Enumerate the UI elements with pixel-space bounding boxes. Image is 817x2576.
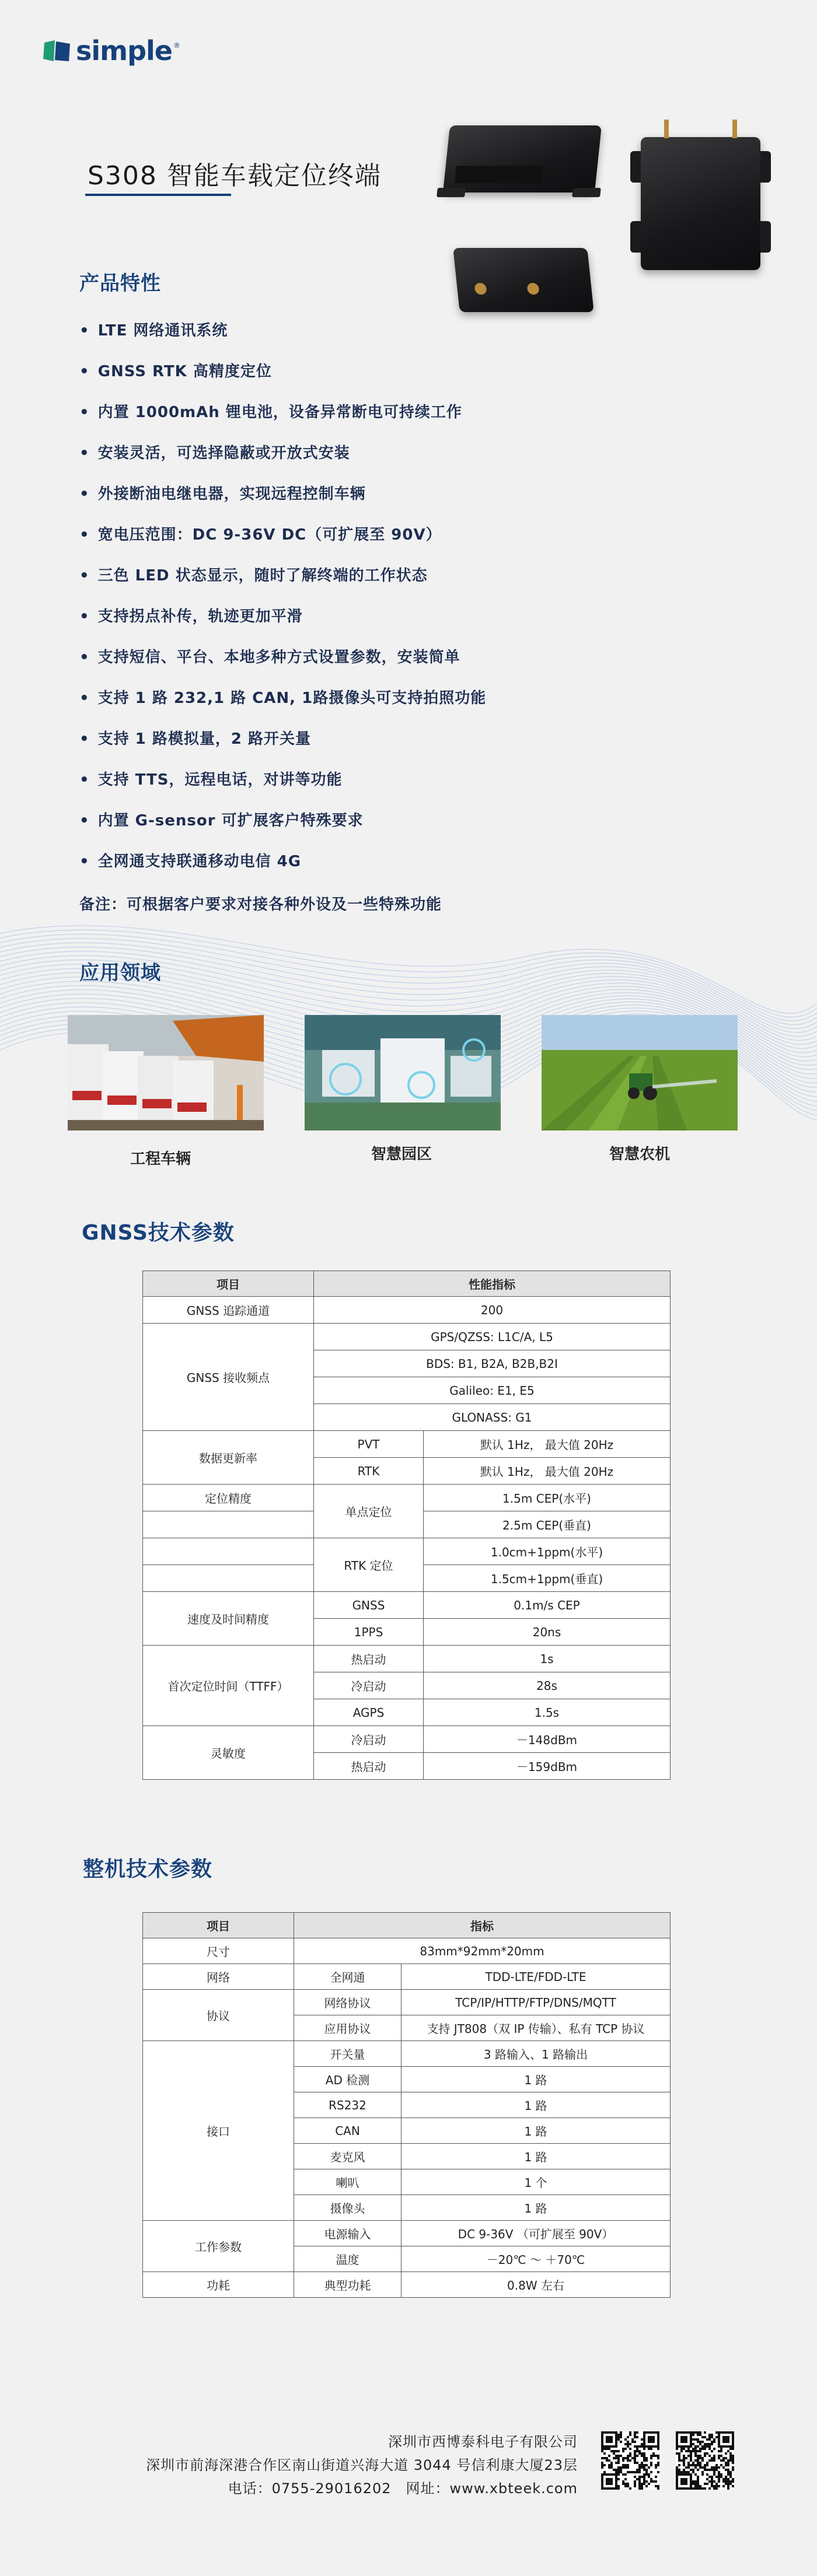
feature-item: • 三色 LED 状态显示，随时了解终端的工作状态	[79, 564, 486, 604]
feature-item: • 支持 TTS，远程电话，对讲等功能	[79, 768, 486, 808]
table-cell: 1 路	[401, 2092, 671, 2118]
table-cell: 1 个	[401, 2169, 671, 2195]
table-cell: 网络	[143, 1964, 294, 1990]
feature-list	[79, 318, 486, 890]
table-cell: 功耗	[143, 2272, 294, 2298]
footer-address: 深圳市前海深港合作区南山街道兴海大道 3044 号信利康大厦23层	[146, 2457, 578, 2473]
machine-spec-table	[142, 1912, 671, 2298]
table-header: 项目	[143, 1913, 294, 1938]
table-cell: 首次定位时间（TTFF）	[143, 1646, 314, 1726]
table-cell: GLONASS: G1	[314, 1404, 671, 1431]
machine-title: 整机技术参数	[83, 1857, 213, 1881]
table-cell: 冷启动	[314, 1726, 424, 1753]
table-cell: 热启动	[314, 1646, 424, 1672]
table-cell: 28s	[424, 1672, 671, 1699]
brand-logo	[42, 36, 180, 65]
table-cell: RTK 定位	[314, 1538, 424, 1592]
table-cell: 默认 1Hz， 最大值 20Hz	[424, 1458, 671, 1485]
brand-name: simple	[76, 35, 172, 66]
feature-item: • 支持拐点补传，轨迹更加平滑	[79, 604, 486, 645]
table-cell: 1.5m CEP(水平)	[424, 1485, 671, 1511]
table-cell: 应用协议	[294, 2015, 401, 2041]
table-cell-empty	[143, 1511, 314, 1538]
table-cell: 0.1m/s CEP	[424, 1592, 671, 1619]
table-cell: 摄像头	[294, 2195, 401, 2221]
table-cell: －148dBm	[424, 1726, 671, 1753]
table-cell: 1s	[424, 1646, 671, 1672]
table-cell: 单点定位	[314, 1485, 424, 1538]
table-cell: 冷启动	[314, 1672, 424, 1699]
table-cell: 协议	[143, 1990, 294, 2041]
feature-item: • GNSS RTK 高精度定位	[79, 359, 486, 400]
table-cell: 20ns	[424, 1619, 671, 1646]
table-cell: GPS/QZSS: L1C/A, L5	[314, 1324, 671, 1350]
table-header: 项目	[143, 1271, 314, 1297]
feature-item: • 全网通支持联通移动电信 4G	[79, 849, 486, 890]
logo-mark-icon	[42, 38, 72, 64]
table-cell: PVT	[314, 1431, 424, 1458]
table-cell: 热启动	[314, 1753, 424, 1780]
device-image-front	[443, 125, 602, 192]
app-image-smart-park	[305, 1015, 501, 1130]
table-cell: 喇叭	[294, 2169, 401, 2195]
device-image-side	[641, 137, 760, 270]
features-title: 产品特性	[79, 272, 161, 295]
product-title: S308 智能车载定位终端	[88, 161, 382, 191]
feature-item: • 内置 1000mAh 锂电池，设备异常断电可持续工作	[79, 400, 486, 441]
table-cell: 2.5m CEP(垂直)	[424, 1511, 671, 1538]
feature-item: • 内置 G-sensor 可扩展客户特殊要求	[79, 808, 486, 849]
footer-company: 深圳市西博泰科电子有限公司	[388, 2434, 578, 2450]
device-image-back	[453, 248, 594, 312]
table-cell: TCP/IP/HTTP/FTP/DNS/MQTT	[401, 1990, 671, 2015]
table-cell: 电源输入	[294, 2221, 401, 2246]
features-remark: 备注：可根据客户要求对接各种外设及一些特殊功能	[79, 896, 442, 914]
table-cell: 温度	[294, 2246, 401, 2272]
table-cell: 典型功耗	[294, 2272, 401, 2298]
table-cell: BDS: B1, B2A, B2B,B2I	[314, 1350, 671, 1377]
title-underline	[85, 194, 231, 196]
table-header: 指标	[294, 1913, 671, 1938]
table-cell: 83mm*92mm*20mm	[294, 1938, 671, 1964]
table-cell-empty	[143, 1565, 314, 1592]
table-cell: 1.5s	[424, 1699, 671, 1726]
table-cell: 开关量	[294, 2041, 401, 2067]
qr-code-icon	[676, 2431, 734, 2490]
footer-contact: 电话：0755-29016202 网址：www.xbteek.com	[228, 2480, 578, 2497]
table-cell: 尺寸	[143, 1938, 294, 1964]
table-cell: GNSS 接收频点	[143, 1324, 314, 1431]
feature-item: • 支持 1 路 232,1 路 CAN, 1路摄像头可支持拍照功能	[79, 686, 486, 727]
feature-item: • 安装灵活，可选择隐蔽或开放式安装	[79, 441, 486, 482]
applications-title: 应用领域	[79, 961, 161, 985]
app-image-engineering-vehicles	[68, 1015, 264, 1130]
table-cell: 1.5cm+1ppm(垂直)	[424, 1565, 671, 1592]
table-cell: 1PPS	[314, 1619, 424, 1646]
table-cell-empty	[143, 1538, 314, 1565]
table-cell: 麦克风	[294, 2144, 401, 2169]
table-cell: 速度及时间精度	[143, 1592, 314, 1646]
table-cell: 数据更新率	[143, 1431, 314, 1485]
qr-code-icon	[601, 2431, 659, 2490]
table-cell: 灵敏度	[143, 1726, 314, 1780]
table-cell: RS232	[294, 2092, 401, 2118]
table-cell: 定位精度	[143, 1485, 314, 1511]
feature-item: • 支持 1 路模拟量，2 路开关量	[79, 727, 486, 768]
table-cell: DC 9-36V （可扩展至 90V）	[401, 2221, 671, 2246]
table-cell: 3 路输入、1 路输出	[401, 2041, 671, 2067]
table-cell: 支持 JT808（双 IP 传输）、私有 TCP 协议	[401, 2015, 671, 2041]
table-cell: TDD-LTE/FDD-LTE	[401, 1964, 671, 1990]
table-cell: Galileo: E1, E5	[314, 1377, 671, 1404]
table-cell: RTK	[314, 1458, 424, 1485]
table-cell: 200	[314, 1297, 671, 1324]
table-cell: AGPS	[314, 1699, 424, 1726]
table-cell: 1 路	[401, 2067, 671, 2092]
table-cell: 网络协议	[294, 1990, 401, 2015]
gnss-title: GNSS技术参数	[82, 1221, 235, 1245]
app-label-smart-park: 智慧园区	[371, 1146, 432, 1163]
table-cell: GNSS	[314, 1592, 424, 1619]
app-label-smart-agriculture: 智慧农机	[609, 1146, 670, 1163]
table-cell: 1.0cm+1ppm(水平)	[424, 1538, 671, 1565]
gnss-spec-table	[142, 1270, 671, 1780]
table-cell: 1 路	[401, 2118, 671, 2144]
table-header: 性能指标	[314, 1271, 671, 1297]
registered-mark: ®	[173, 41, 180, 50]
table-cell: 0.8W 左右	[401, 2272, 671, 2298]
table-cell: CAN	[294, 2118, 401, 2144]
feature-item: • LTE 网络通讯系统	[79, 318, 486, 359]
table-cell: GNSS 追踪通道	[143, 1297, 314, 1324]
table-cell: －20℃ ～ ＋70℃	[401, 2246, 671, 2272]
table-cell: 全网通	[294, 1964, 401, 1990]
table-cell: 接口	[143, 2041, 294, 2221]
app-image-smart-agriculture	[542, 1015, 738, 1130]
table-cell: AD 检测	[294, 2067, 401, 2092]
table-cell: 工作参数	[143, 2221, 294, 2272]
table-cell: 默认 1Hz， 最大值 20Hz	[424, 1431, 671, 1458]
feature-item: • 支持短信、平台、本地多种方式设置参数，安装简单	[79, 645, 486, 686]
table-cell: －159dBm	[424, 1753, 671, 1780]
feature-item: • 外接断油电继电器，实现远程控制车辆	[79, 482, 486, 523]
feature-item: • 宽电压范围：DC 9-36V DC（可扩展至 90V）	[79, 523, 486, 564]
table-cell: 1 路	[401, 2144, 671, 2169]
app-label-engineering-vehicles: 工程车辆	[130, 1150, 191, 1168]
table-cell: 1 路	[401, 2195, 671, 2221]
